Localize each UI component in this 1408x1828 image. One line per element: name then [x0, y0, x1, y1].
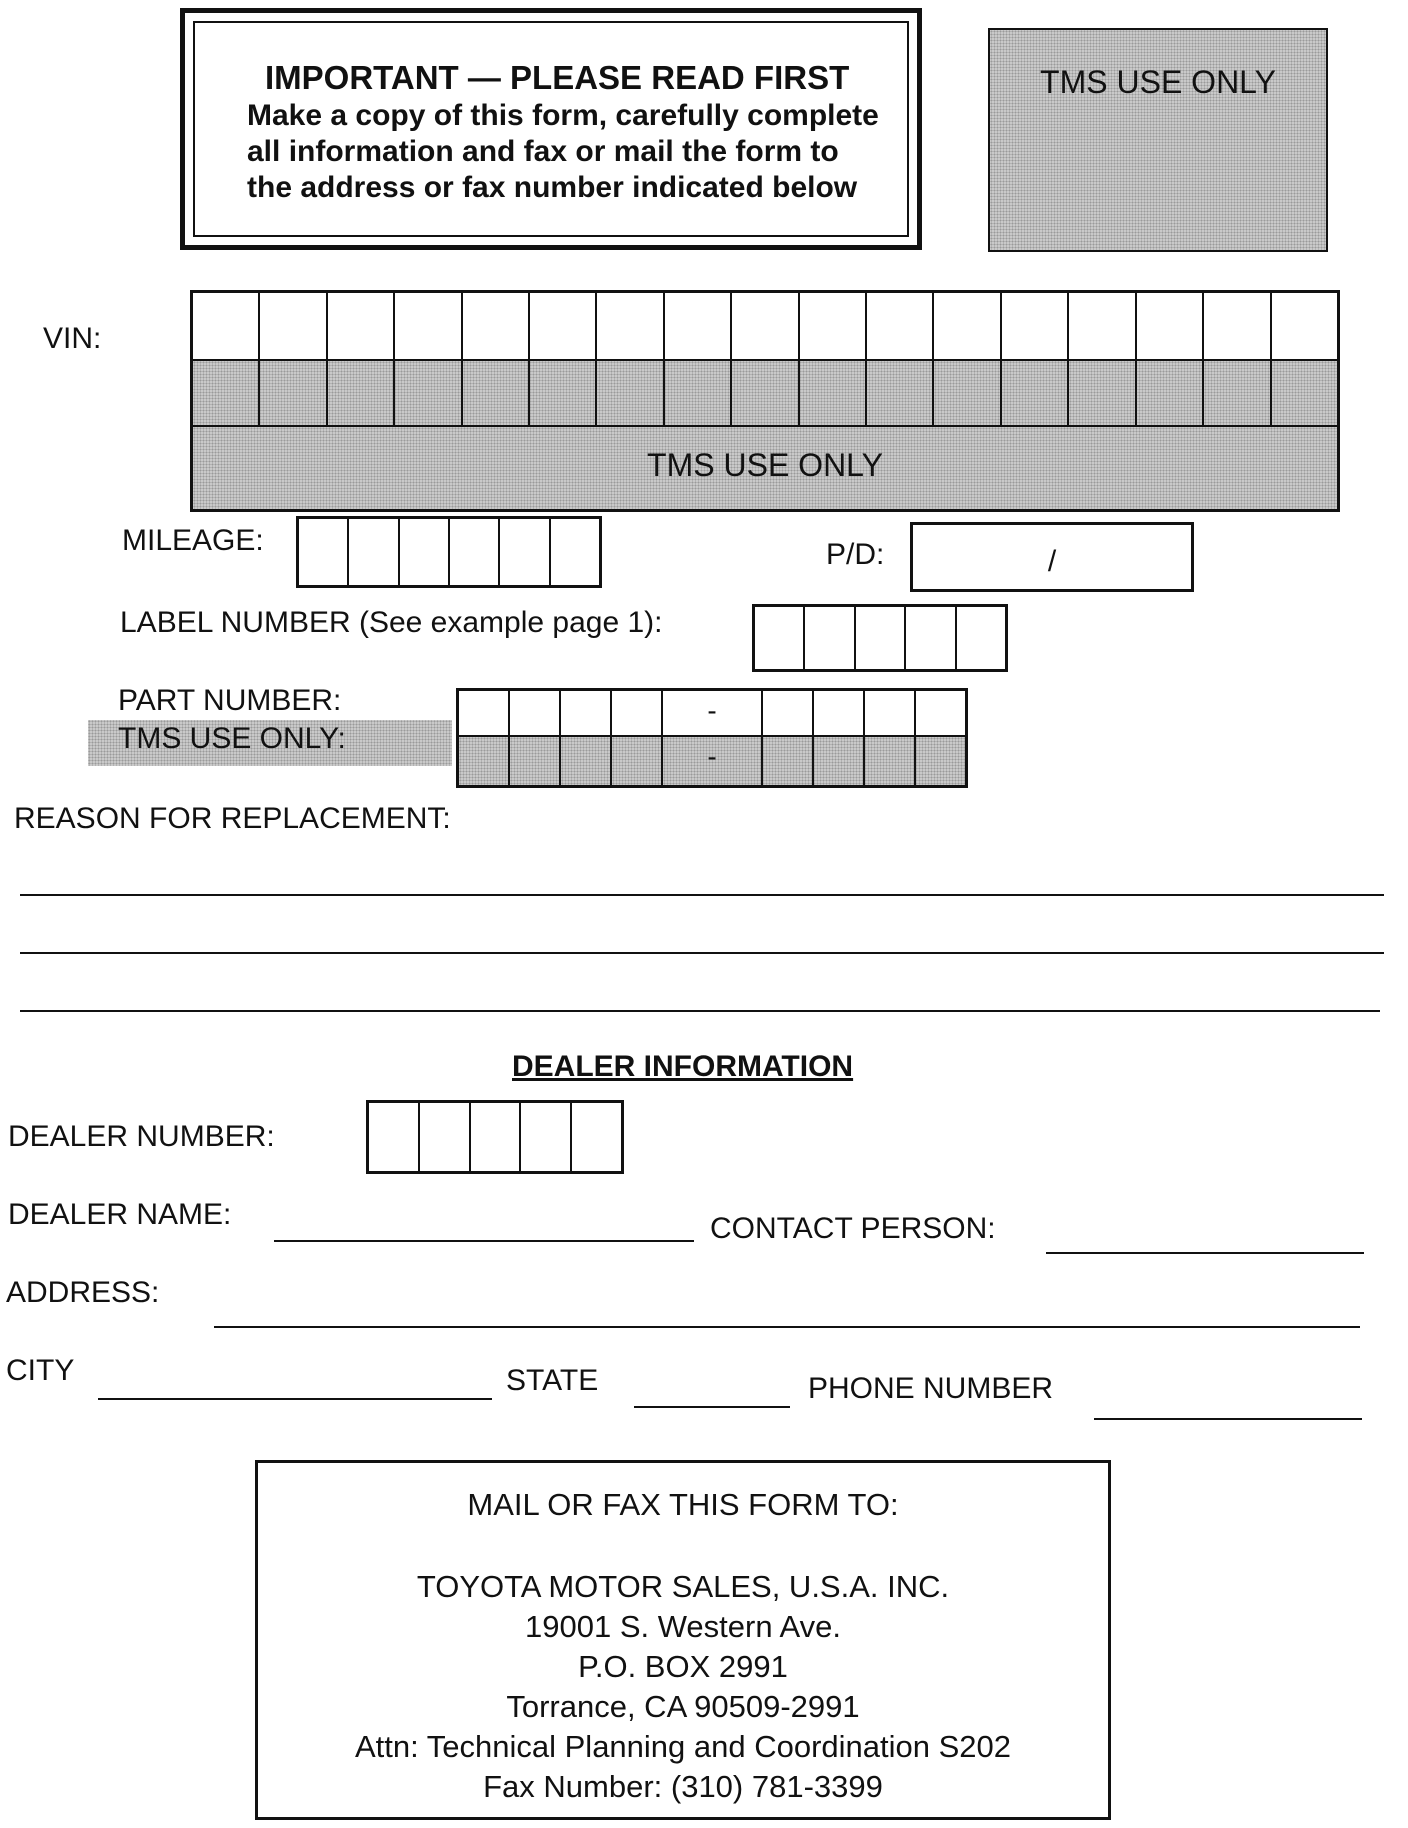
label-number-box[interactable] — [906, 607, 956, 669]
part-number-box[interactable] — [814, 691, 865, 735]
contact-person-line[interactable] — [1046, 1252, 1364, 1254]
vin-tms-box — [530, 361, 597, 425]
label-number-box[interactable] — [957, 607, 1005, 669]
notice-title: IMPORTANT — PLEASE READ FIRST — [265, 59, 850, 96]
part-tms-label: TMS USE ONLY: — [118, 722, 346, 755]
vin-tms-box — [395, 361, 462, 425]
label-number-box[interactable] — [856, 607, 906, 669]
pd-field[interactable] — [910, 522, 1194, 592]
state-label: STATE — [506, 1364, 599, 1397]
vin-label: VIN: — [43, 322, 102, 355]
vin-tms-box — [1204, 361, 1271, 425]
vin-grid — [190, 290, 1340, 512]
reason-line-2[interactable] — [20, 952, 1384, 954]
part-number-box[interactable] — [865, 691, 916, 735]
mileage-box[interactable] — [349, 519, 399, 585]
vin-box[interactable] — [934, 293, 1001, 359]
mileage-box[interactable] — [400, 519, 450, 585]
label-number-field[interactable] — [752, 604, 1008, 672]
mileage-box[interactable] — [450, 519, 500, 585]
part-number-label: PART NUMBER: — [118, 684, 342, 717]
vin-tms-box — [665, 361, 732, 425]
part-number-dash: - — [707, 695, 717, 726]
part-number-box[interactable] — [561, 691, 612, 735]
label-number-label: LABEL NUMBER (See example page 1): — [120, 606, 663, 639]
part-tms-box — [612, 737, 663, 785]
mail-city: Torrance, CA 90509-2991 — [506, 1689, 860, 1724]
address-label: ADDRESS: — [6, 1276, 160, 1309]
notice-line-3: the address or fax number indicated below — [247, 171, 858, 204]
mail-heading: MAIL OR FAX THIS FORM TO: — [467, 1487, 899, 1522]
vin-tms-box — [867, 361, 934, 425]
vin-tms-box — [1272, 361, 1337, 425]
vin-tms-box — [1002, 361, 1069, 425]
dealer-number-box[interactable] — [369, 1103, 420, 1171]
vin-tms-row — [193, 361, 1337, 427]
vin-tms-box — [260, 361, 327, 425]
vin-box[interactable] — [1137, 293, 1204, 359]
vin-tms-bar — [193, 427, 1337, 509]
important-notice-inner-border — [193, 21, 909, 237]
vin-tms-box — [1069, 361, 1136, 425]
pd-label: P/D: — [826, 538, 885, 571]
vin-box[interactable] — [328, 293, 395, 359]
dealer-name-line[interactable] — [274, 1240, 694, 1242]
part-tms-box — [814, 737, 865, 785]
vin-tms-box — [463, 361, 530, 425]
vin-tms-box — [193, 361, 260, 425]
vin-tms-box — [934, 361, 1001, 425]
mileage-label: MILEAGE: — [122, 524, 264, 557]
vin-box[interactable] — [597, 293, 664, 359]
part-number-box[interactable] — [510, 691, 561, 735]
part-number-grid — [456, 688, 968, 788]
reason-label: REASON FOR REPLACEMENT: — [14, 802, 451, 835]
label-number-box[interactable] — [805, 607, 855, 669]
label-number-box[interactable] — [755, 607, 805, 669]
dealer-number-box[interactable] — [420, 1103, 471, 1171]
vin-input-row[interactable] — [193, 293, 1337, 361]
reason-line-1[interactable] — [20, 894, 1384, 896]
mileage-field[interactable] — [296, 516, 602, 588]
part-tms-dash: - — [707, 741, 717, 772]
vin-box[interactable] — [867, 293, 934, 359]
phone-number-label: PHONE NUMBER — [808, 1372, 1054, 1405]
part-number-input-row[interactable] — [459, 691, 965, 737]
dealer-number-box[interactable] — [572, 1103, 621, 1171]
dealer-name-label: DEALER NAME: — [8, 1198, 232, 1231]
state-line[interactable] — [634, 1406, 790, 1408]
part-number-box[interactable] — [612, 691, 663, 735]
part-tms-box — [510, 737, 561, 785]
vin-box[interactable] — [800, 293, 867, 359]
vin-box[interactable] — [260, 293, 327, 359]
notice-line-1: Make a copy of this form, carefully complete — [247, 99, 879, 132]
vin-box[interactable] — [1204, 293, 1271, 359]
address-line[interactable] — [214, 1326, 1360, 1328]
dealer-number-box[interactable] — [471, 1103, 522, 1171]
vin-box[interactable] — [1002, 293, 1069, 359]
part-tms-box — [763, 737, 814, 785]
contact-person-label: CONTACT PERSON: — [710, 1212, 996, 1245]
mileage-box[interactable] — [551, 519, 599, 585]
vin-box[interactable] — [665, 293, 732, 359]
vin-tms-box — [800, 361, 867, 425]
city-line[interactable] — [98, 1398, 492, 1400]
mileage-box[interactable] — [299, 519, 349, 585]
dealer-number-field[interactable] — [366, 1100, 624, 1174]
tms-use-only-box — [988, 28, 1328, 252]
important-notice-box — [180, 8, 922, 250]
vin-box[interactable] — [732, 293, 799, 359]
dealer-number-box[interactable] — [521, 1103, 572, 1171]
mail-fax: Fax Number: (310) 781-3399 — [483, 1769, 883, 1804]
mail-fax-box — [255, 1460, 1111, 1820]
part-number-box[interactable] — [459, 691, 510, 735]
part-tms-box — [561, 737, 612, 785]
vin-tms-label: TMS USE ONLY — [647, 447, 883, 483]
part-number-tms-row — [459, 737, 965, 785]
vin-box[interactable] — [193, 293, 260, 359]
vin-box[interactable] — [1069, 293, 1136, 359]
part-tms-box — [459, 737, 510, 785]
mail-attn: Attn: Technical Planning and Coordination S202 — [354, 1729, 1012, 1764]
vin-box[interactable] — [463, 293, 530, 359]
vin-tms-box — [732, 361, 799, 425]
part-number-dash-box[interactable] — [663, 691, 763, 735]
vin-box[interactable] — [395, 293, 462, 359]
vin-box[interactable] — [530, 293, 597, 359]
phone-number-line[interactable] — [1094, 1418, 1362, 1420]
reason-line-3[interactable] — [20, 1010, 1380, 1012]
dealer-number-label: DEALER NUMBER: — [8, 1120, 275, 1153]
vin-tms-box — [328, 361, 395, 425]
part-tms-box — [865, 737, 916, 785]
vin-tms-box — [1137, 361, 1204, 425]
part-number-box[interactable] — [916, 691, 965, 735]
part-number-box[interactable] — [763, 691, 814, 735]
notice-line-2: all information and fax or mail the form to — [247, 135, 839, 168]
part-tms-dash-box — [663, 737, 763, 785]
part-tms-box — [916, 737, 965, 785]
mileage-box[interactable] — [500, 519, 550, 585]
tms-box-label: TMS USE ONLY — [1040, 64, 1276, 100]
vin-tms-box — [597, 361, 664, 425]
vin-box[interactable] — [1272, 293, 1337, 359]
mail-po-box: P.O. BOX 2991 — [578, 1649, 788, 1684]
dealer-info-heading: DEALER INFORMATION — [512, 1050, 854, 1083]
mail-street: 19001 S. Western Ave. — [525, 1609, 841, 1644]
city-label: CITY — [6, 1354, 75, 1387]
mail-company: TOYOTA MOTOR SALES, U.S.A. INC. — [416, 1569, 950, 1604]
pd-separator: / — [1047, 545, 1057, 578]
